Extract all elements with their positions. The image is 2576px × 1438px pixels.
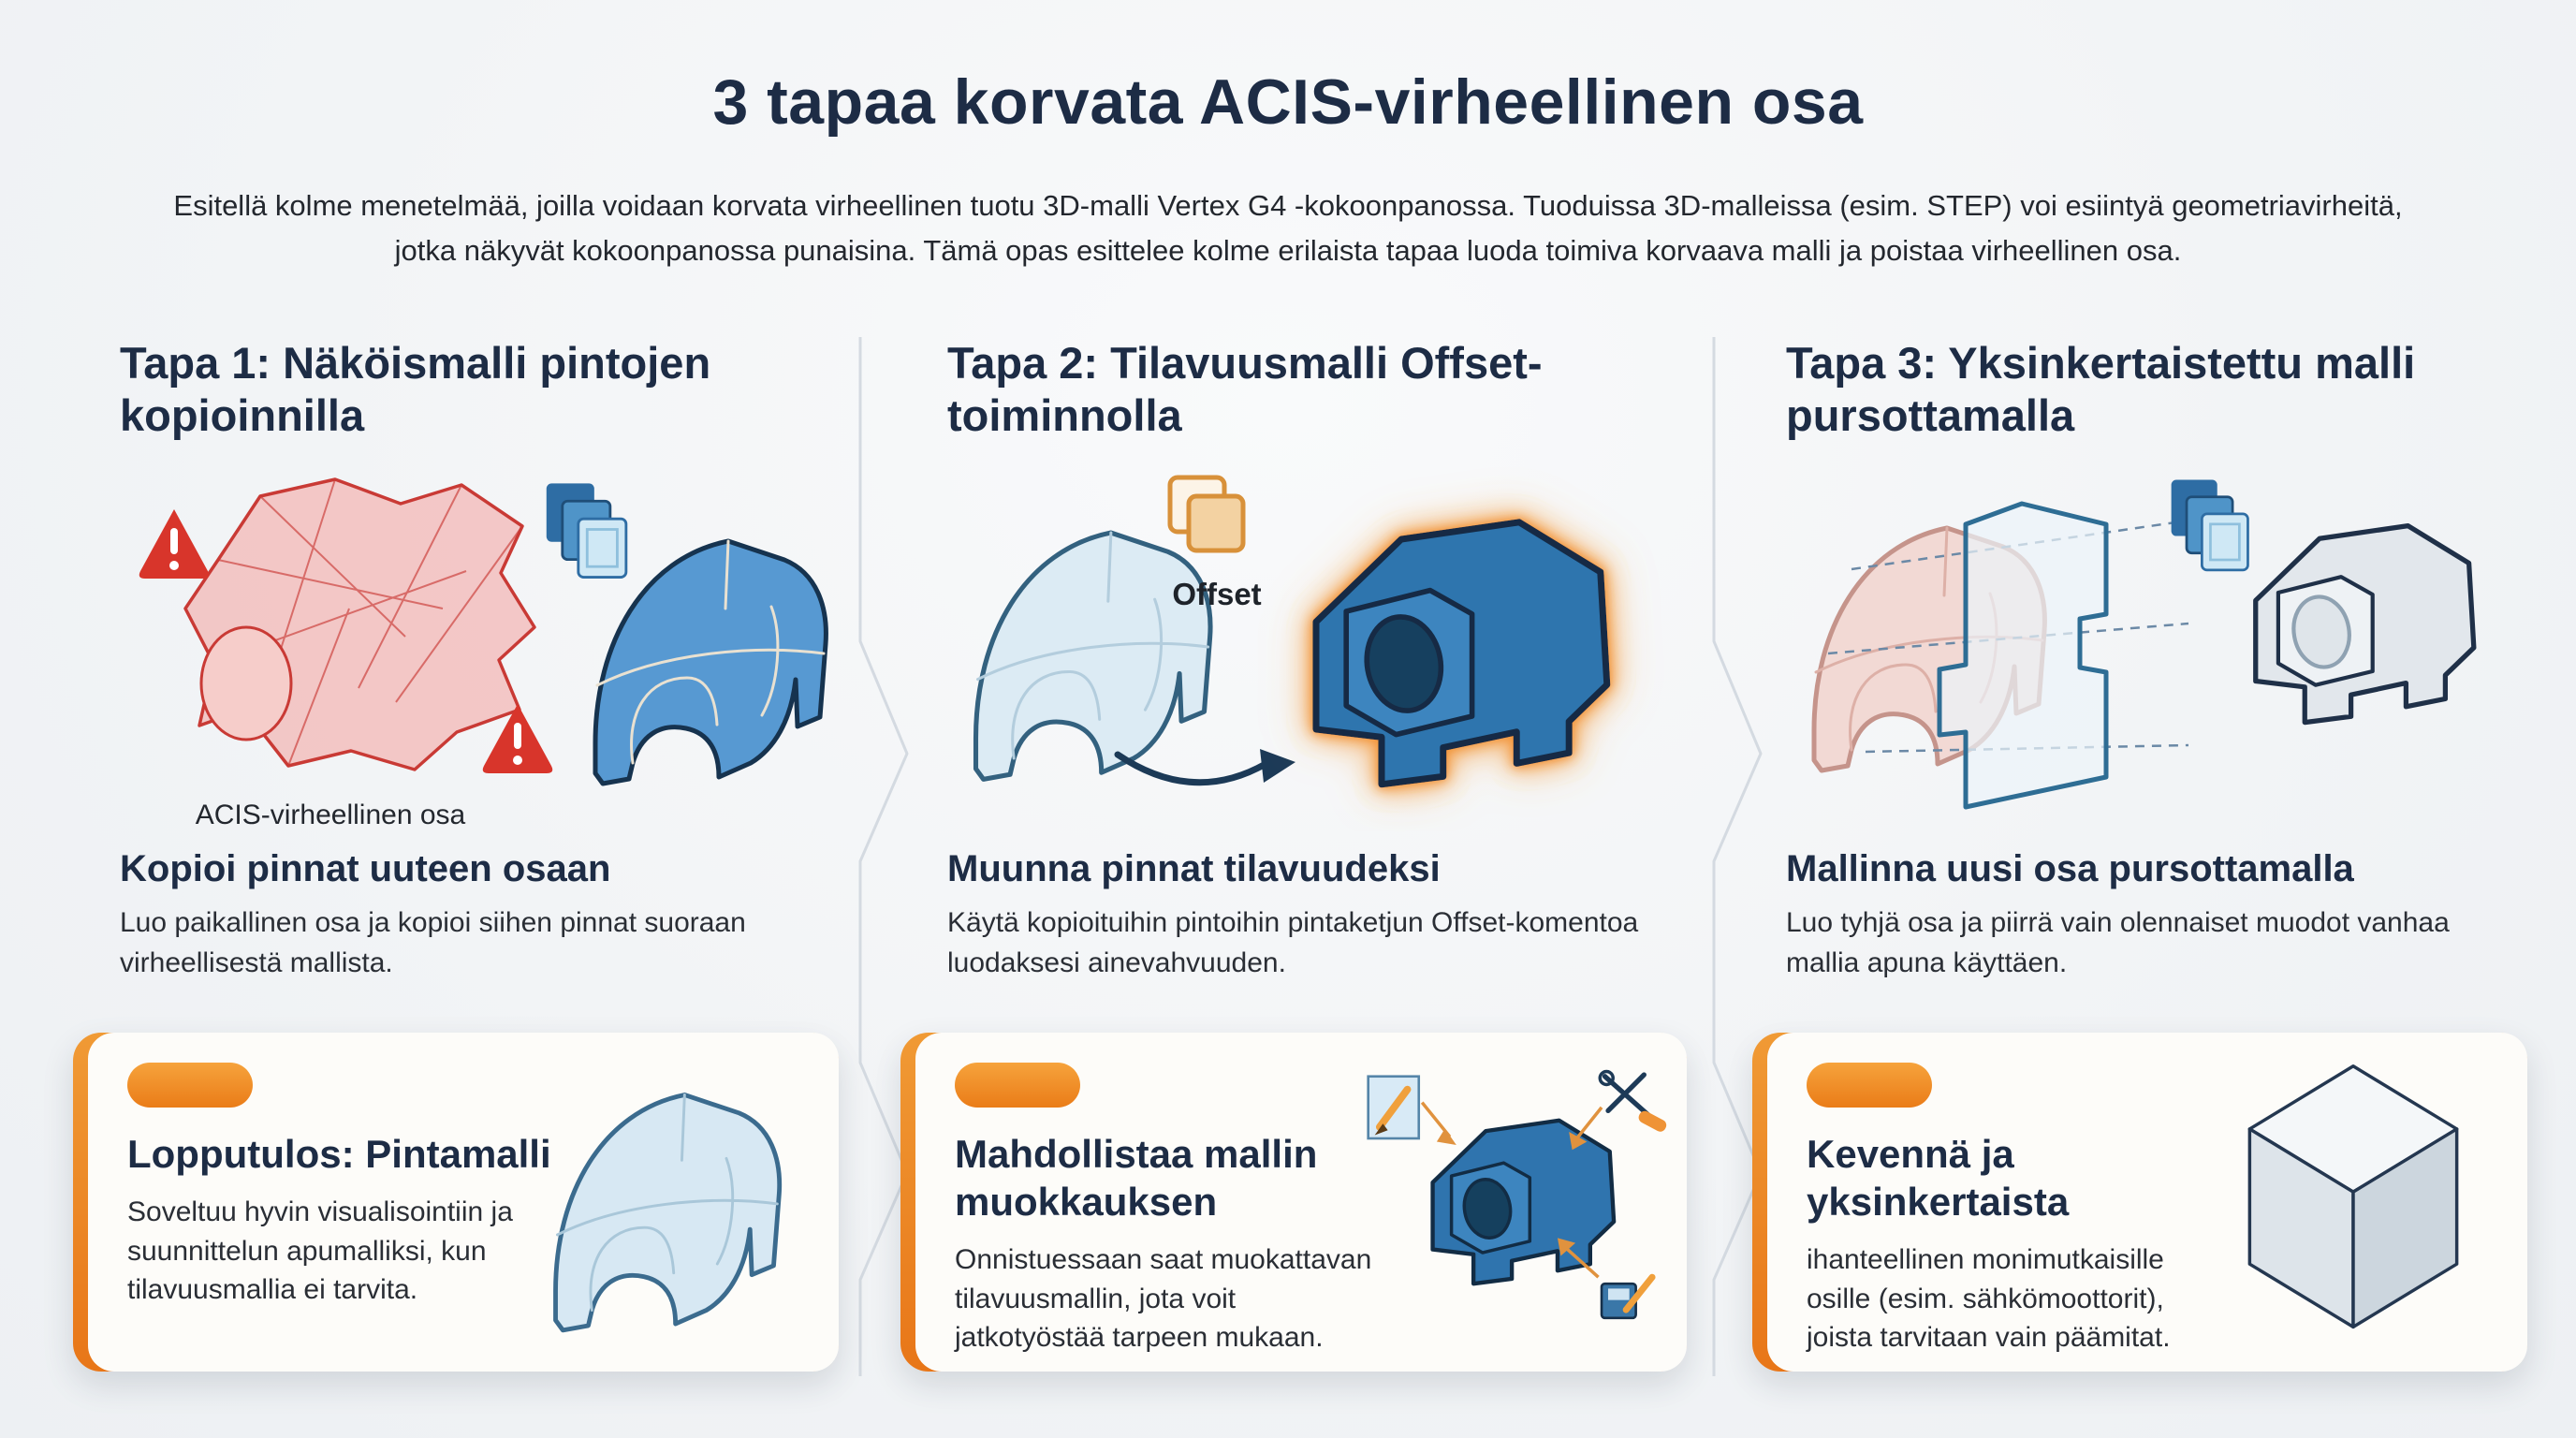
card-description: Soveltuu hyvin visualisointiin ja suunnittelun apumalliksi, kun tilavuusmallia ei tarvita. [127, 1196, 513, 1306]
card-illustration [505, 1049, 824, 1355]
scissors-icon [1600, 1072, 1668, 1134]
warning-icon [139, 509, 209, 579]
copy-surfaces-icon [2172, 480, 2248, 570]
method-subheading: Kopioi pinnat uuteen osaan [120, 848, 611, 889]
card-illustration [2194, 1049, 2512, 1355]
method-column-1 [120, 337, 850, 983]
card-heading: Lopputulos: Pintamalli [127, 1132, 551, 1176]
method-subheading: Muunna pinnat tilavuudeksi [947, 848, 1441, 889]
arrowhead [1260, 749, 1295, 783]
copy-surfaces-icon [547, 483, 626, 577]
offset-icon [1170, 477, 1243, 550]
result-card-2 [900, 1033, 1687, 1372]
sketch-edit-icon [1368, 1077, 1419, 1138]
figure-method-1 [120, 466, 850, 831]
solid-model-illustration [1433, 1121, 1615, 1284]
sketch-profile-illustration [1939, 504, 2106, 807]
figure-method-2 [947, 466, 1677, 831]
method-description: Luo tyhjä osa ja piirrä vain olennaiset muodot vanhaa mallia apuna käyttäen. [1786, 907, 2450, 978]
solid-model-illustration [1316, 522, 1607, 785]
method-subheading: Mallinna uusi osa pursottamalla [1786, 848, 2354, 889]
card-description: Onnistuessaan saat muokattavan tilavuusmallin, jota voit jatkotyöstää tarpeen mukaan. [955, 1244, 1372, 1354]
page-intro: Esitellä kolme menetelmää, joilla voidaan korvata virheellinen tuotu 3D-malli Vertex G4 -kokoonpanossa. Tuoduissa 3D-malleissa (esim. STEP) voi esiintyä geometriavirheitä, jotka näkyvät kokoonpanossa punaisina. Tämä opas esittelee kolme erilaista tapaa luoda toimiva korvaava malli ja poistaa virheellinen osa. [173, 189, 2403, 268]
figure-caption: ACIS-virheellinen osa [195, 800, 466, 830]
card-heading: Mahdollistaa mallin muokkauksen [955, 1132, 1318, 1225]
card-body [1767, 1033, 2527, 1372]
card-illustration [1354, 1049, 1672, 1355]
card-heading: Kevennä ja yksinkertaista [1807, 1132, 2070, 1225]
method-description: Luo paikallinen osa ja kopioi siihen pinnat suoraan virheellisestä mallista. [120, 907, 746, 978]
surface-model-illustration [595, 541, 826, 784]
card-description: ihanteellinen monimutkaisille osille (esim. sähkömoottorit), joista tarvitaan vain päämitat. [1807, 1244, 2171, 1354]
cube-illustration [2249, 1066, 2456, 1328]
surface-model-illustration [556, 1094, 780, 1329]
card-body [915, 1033, 1687, 1372]
card-accent-pill [1807, 1063, 1932, 1108]
method-heading: Tapa 1: Näköismalli pintojen kopioinnilla [120, 338, 711, 441]
method-heading: Tapa 2: Tilavuusmalli Offset-toiminnolla [947, 338, 1543, 441]
method-column-3 [1786, 337, 2516, 983]
offset-label: Offset [1172, 577, 1262, 611]
result-card-1 [73, 1033, 839, 1372]
method-column-2 [947, 337, 1677, 983]
card-body [88, 1033, 839, 1372]
surface-model-ghost-illustration [976, 533, 1211, 779]
method-description: Käytä kopioituihin pintoihin pintaketjun Offset-komentoa luodaksesi ainevahvuuden. [947, 907, 1639, 978]
figure-method-3 [1786, 466, 2516, 831]
card-accent-pill [127, 1063, 253, 1108]
result-card-3 [1752, 1033, 2527, 1372]
save-edit-icon [1602, 1277, 1652, 1318]
page-title: 3 tapaa korvata ACIS-virheellinen osa [712, 66, 1864, 138]
extruded-model-illustration [2256, 526, 2474, 723]
card-accent-pill [955, 1063, 1080, 1108]
faulty-model-illustration [185, 479, 534, 770]
transform-arrow-icon [1118, 755, 1266, 783]
method-heading: Tapa 3: Yksinkertaistettu malli pursottamalla [1786, 338, 2416, 441]
